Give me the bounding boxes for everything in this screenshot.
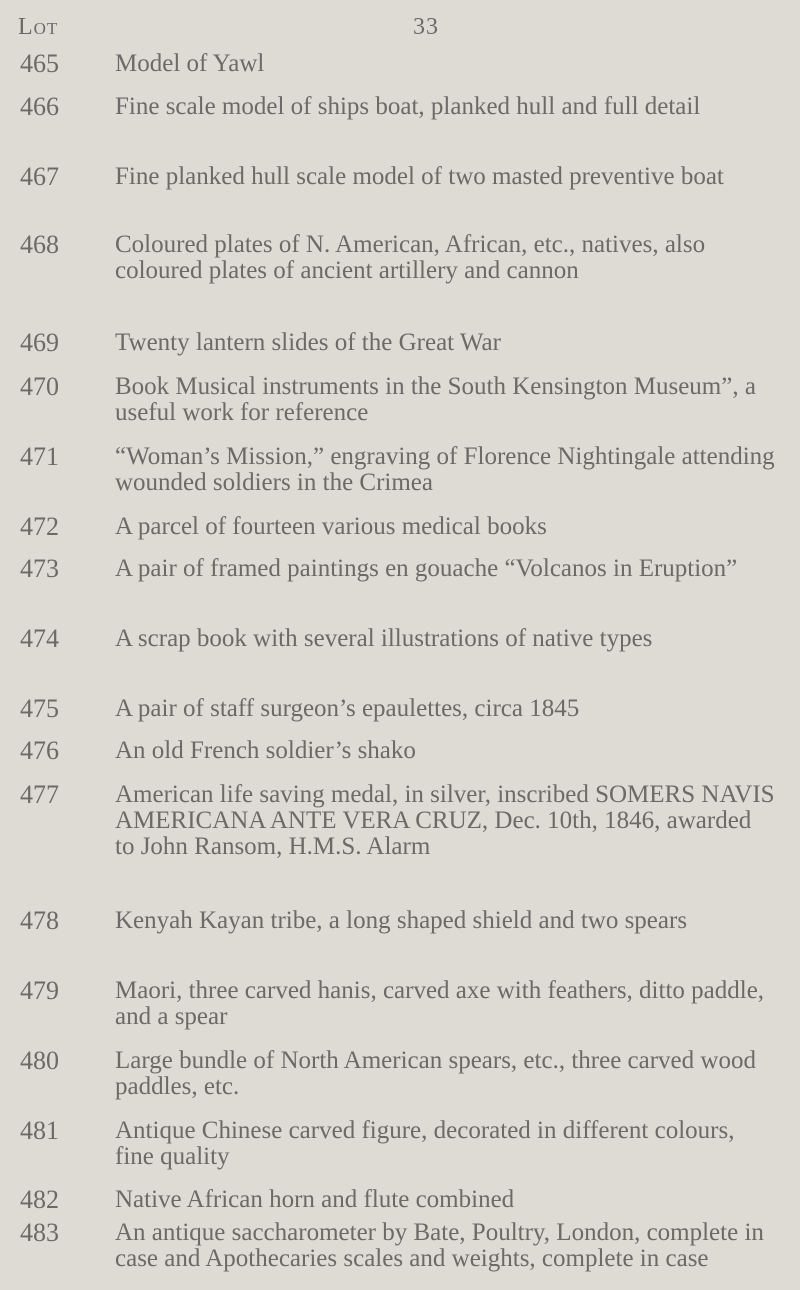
lot-number: 480 — [20, 1046, 59, 1075]
lot-description: Native African horn and flute combined — [115, 1186, 515, 1213]
lot-number: 474 — [20, 624, 59, 653]
lot-number: 482 — [20, 1185, 59, 1214]
lot-description: A pair of staff surgeon’s epaulettes, circa 1845 — [115, 695, 580, 722]
lot-number: 479 — [20, 976, 59, 1005]
lot-description: Twenty lantern slides of the Great War — [115, 329, 501, 356]
lot-number: 467 — [20, 162, 59, 191]
lot-column-heading: Lot — [18, 14, 59, 40]
lot-description: Model of Yawl — [115, 50, 265, 77]
lot-description: A pair of framed paintings en gouache “Volcanos in Eruption” — [115, 555, 738, 582]
lot-number: 478 — [20, 906, 59, 935]
lot-number: 465 — [20, 49, 59, 78]
lot-number: 466 — [20, 92, 59, 121]
lot-number: 472 — [20, 512, 59, 541]
lot-description: Fine scale model of ships boat, planked hull and full detail — [115, 93, 701, 120]
lot-description: An old French soldier’s shako — [115, 737, 416, 764]
lot-description: “Woman’s Mission,” engraving of Florence Nightingale attending wounded soldiers in the Crimea — [115, 443, 775, 496]
lot-description: Book Musical instruments in the South Kensington Museum”, a useful work for reference — [115, 373, 756, 426]
lot-description: American life saving medal, in silver, inscribed SOMERS NAVIS AMERICANA ANTE VERA CRUZ, Dec. 10th, 1846, awarded to John Ransom, H.M.S. Alarm — [115, 781, 775, 860]
lot-number: 475 — [20, 694, 59, 723]
lot-description: Coloured plates of N. American, African, etc., natives, also coloured plates of ancient artillery and cannon — [115, 231, 706, 284]
lot-number: 471 — [20, 442, 59, 471]
lot-description: Kenyah Kayan tribe, a long shaped shield and two spears — [115, 907, 688, 934]
lot-number: 473 — [20, 554, 59, 583]
lot-description: A scrap book with several illustrations of native types — [115, 625, 653, 652]
lot-number: 483 — [20, 1218, 59, 1247]
lot-description: Maori, three carved hanis, carved axe with feathers, ditto paddle, and a spear — [115, 977, 765, 1030]
lot-number: 470 — [20, 372, 59, 401]
lot-number: 468 — [20, 230, 59, 259]
lot-number: 477 — [20, 780, 59, 809]
lot-description: An antique saccharometer by Bate, Poultry, London, complete in case and Apothecaries scales and weights, complete in case — [115, 1219, 764, 1272]
lot-number: 476 — [20, 736, 59, 765]
lot-description: Fine planked hull scale model of two masted preventive boat — [115, 163, 724, 190]
lot-number: 481 — [20, 1116, 59, 1145]
page-number: 33 — [413, 14, 439, 40]
lot-description: Large bundle of North American spears, etc., three carved wood paddles, etc. — [115, 1047, 756, 1100]
lot-number: 469 — [20, 328, 59, 357]
lot-description: A parcel of fourteen various medical books — [115, 513, 547, 540]
lot-description: Antique Chinese carved figure, decorated in different colours, fine quality — [115, 1117, 735, 1170]
